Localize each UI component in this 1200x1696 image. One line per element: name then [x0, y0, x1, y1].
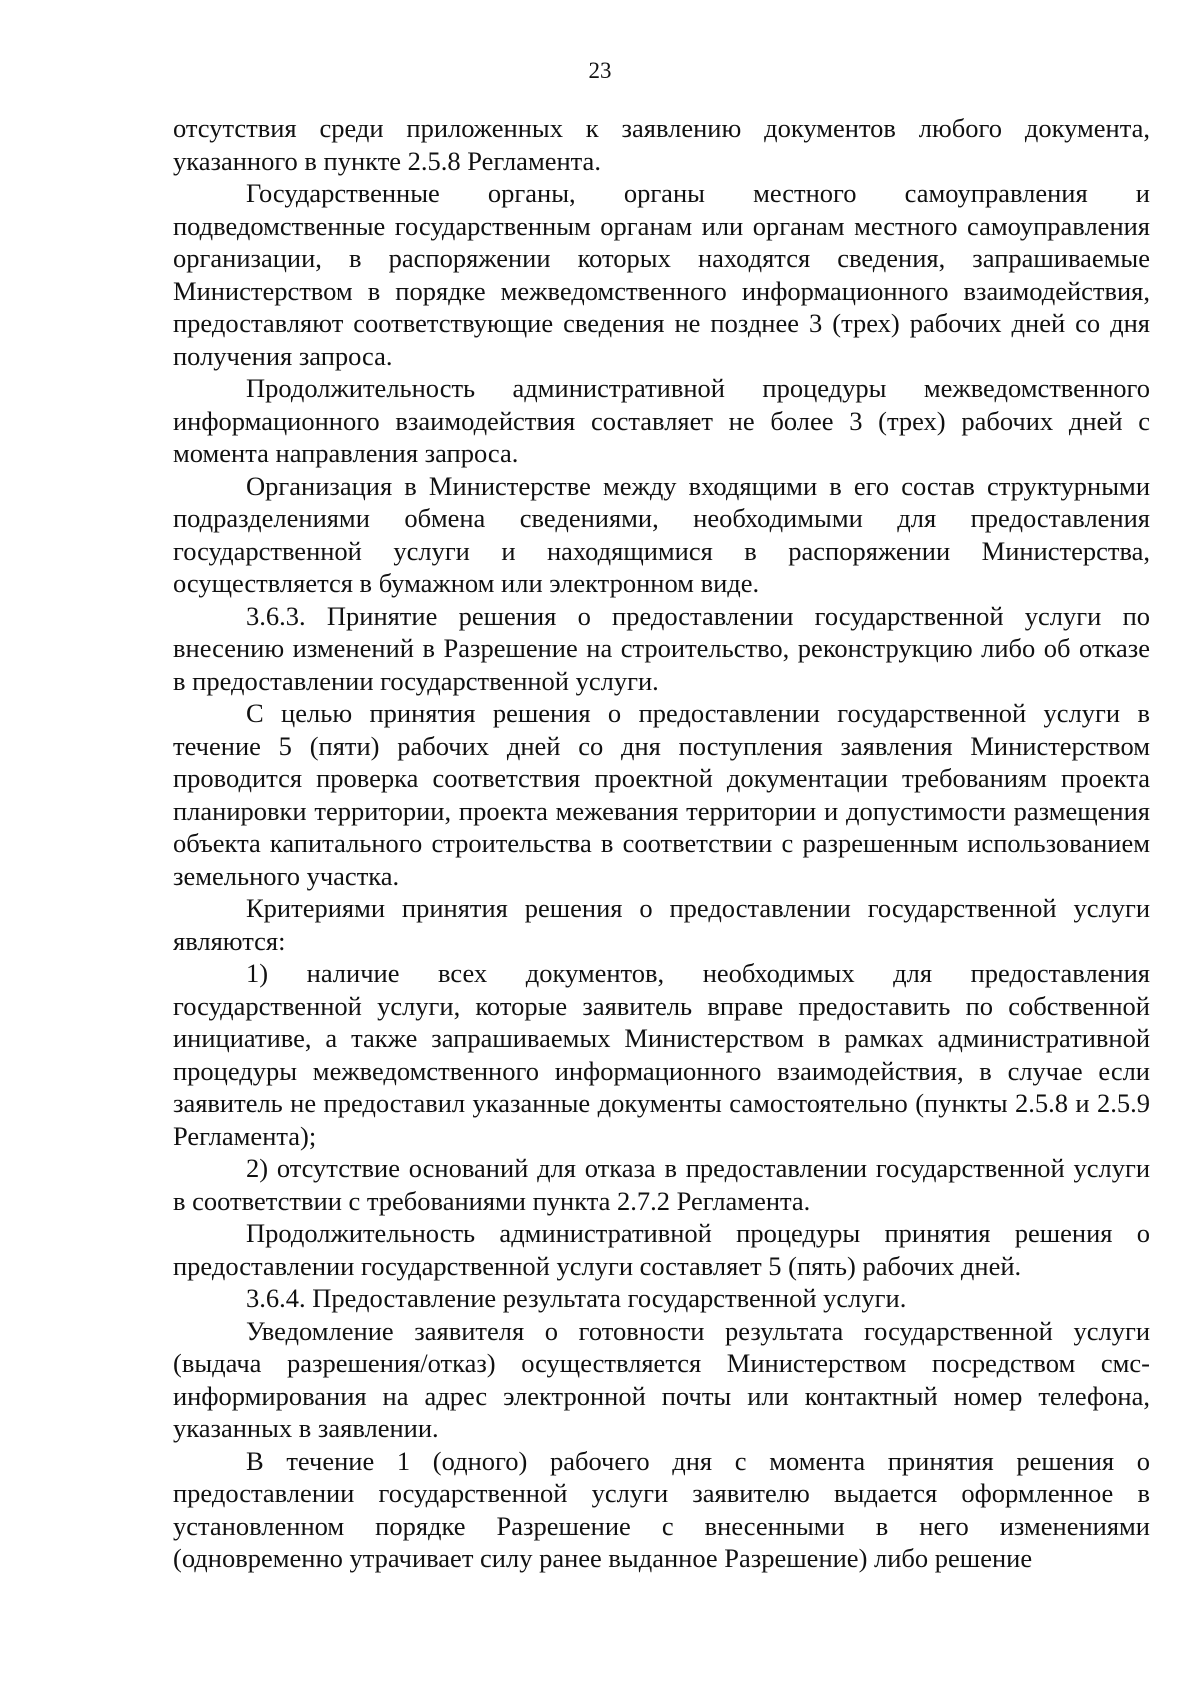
- paragraph: В течение 1 (одного) рабочего дня с момента принятия решения о предоставлении государственной услуги заявителю выдается оформленное в установленном порядке Разрешение с внесенными в него изменениями (одновременно утрачивает силу ранее выданное Разрешение) либо решение: [173, 1445, 1150, 1573]
- paragraph: Уведомление заявителя о готовности результата государственной услуги (выдача разрешения/отказ) осуществляется Министерством посредством смс-информирования на адрес электронной почты или контактный номер телефона, указанных в заявлении.: [173, 1315, 1150, 1443]
- paragraph: отсутствия среди приложенных к заявлению документов любого документа, указанного в пункте 2.5.8 Регламента.: [173, 113, 1150, 176]
- paragraph: Продолжительность административной процедуры межведомственного информационного взаимодействия составляет не более 3 (трех) рабочих дней с момента направления запроса.: [173, 373, 1150, 468]
- section-heading-3-6-4: 3.6.4. Предоставление результата государственной услуги.: [246, 1283, 907, 1313]
- list-item: 1) наличие всех документов, необходимых для предоставления государственной услуги, которые заявитель вправе предоставить по собственной инициативе, а также запрашиваемых Министерством в рамках административной процедуры межведомственного информационного взаимодействия, в случае если заявитель не предоставил указанные документы самостоятельно (пункты 2.5.8 и 2.5.9 Регламента);: [173, 958, 1150, 1151]
- paragraph: Продолжительность административной процедуры принятия решения о предоставлении государственной услуги составляет 5 (пять) рабочих дней.: [173, 1218, 1150, 1281]
- paragraph: Критериями принятия решения о предоставлении государственной услуги являются:: [173, 893, 1150, 956]
- page-number: 23: [588, 58, 612, 83]
- list-item: 2) отсутствие оснований для отказа в предоставлении государственной услуги в соответствии с требованиями пункта 2.7.2 Регламента.: [173, 1153, 1150, 1216]
- paragraph: Организация в Министерстве между входящими в его состав структурными подразделениями обмена сведениями, необходимыми для предоставления государственной услуги и находящимися в распоряжении Министерства, осуществляется в бумажном или электронном виде.: [173, 470, 1150, 598]
- document-body: [173, 112, 1150, 1575]
- paragraph: С целью принятия решения о предоставлении государственной услуги в течение 5 (пяти) рабочих дней со дня поступления заявления Министерством проводится проверка соответствия проектной документации требованиям проекта планировки территории, проекта межевания территории и допустимости размещения объекта капитального строительства в соответствии с разрешенным использованием земельного участка.: [173, 698, 1150, 891]
- section-heading-3-6-3: 3.6.3. Принятие решения о предоставлении государственной услуги по внесению изменений в Разрешение на строительство, реконструкцию либо об отказе в предоставлении государственной услуги.: [173, 600, 1150, 696]
- paragraph: Государственные органы, органы местного самоуправления и подведомственные государственным органам или органам местного самоуправления организации, в распоряжении которых находятся сведения, запрашиваемые Министерством в порядке межведомственного информационного взаимодействия, предоставляют соответствующие сведения не позднее 3 (трех) рабочих дней со дня получения запроса.: [173, 178, 1150, 371]
